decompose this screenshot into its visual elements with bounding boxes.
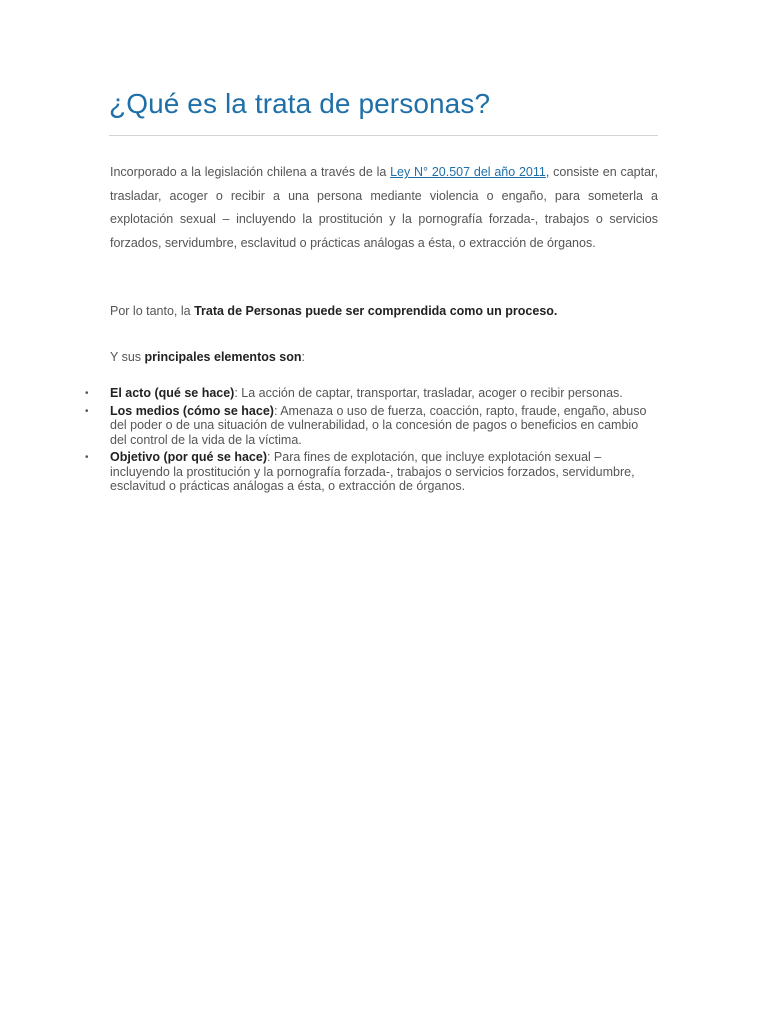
page-title: ¿Qué es la trata de personas?: [109, 88, 491, 119]
list-item-act: [0, 386, 658, 401]
list-item-means: [0, 404, 658, 448]
elements-intro-colon: :: [301, 350, 305, 364]
elements-list: [0, 386, 768, 497]
bullet-icon: •: [85, 452, 89, 463]
intro-text-before-link: Incorporado a la legislación chilena a través de la: [110, 165, 391, 179]
process-bold-text: Trata de Personas puede ser comprendida como un proceso.: [194, 304, 558, 318]
list-item-text: : Para fines de explotación, que incluye explotación sexual – incluyendo la prostitución y la pornografía forzada-, trabajos o servicios forzados, servidumbre, esclavitud o prácticas análogas a ésta, o extracción de órganos.: [110, 450, 635, 493]
bullet-icon: •: [85, 405, 89, 417]
list-item-text: : La acción de captar, transportar, trasladar, acoger o recibir personas.: [234, 386, 623, 400]
bullet-icon: •: [85, 388, 89, 399]
process-paragraph: [110, 300, 557, 322]
list-item-text: : Amenaza o uso de fuerza, coacción, rapto, fraude, engaño, abuso del poder o de una situación de vulnerabilidad, o la concesión de pagos o beneficios en cambio del control de la vida de la víctima.: [110, 403, 647, 447]
elements-intro-paragraph: [110, 346, 305, 368]
elements-intro-bold-text: principales elementos son: [144, 350, 302, 364]
elements-intro-text: Y sus: [110, 350, 145, 364]
list-item-term: Objetivo (por qué se hace): [110, 450, 267, 464]
law-link[interactable]: Ley N° 20.507 del año 2011: [390, 165, 546, 179]
intro-paragraph: [110, 161, 658, 255]
list-item-objective: [0, 450, 658, 494]
title-divider: [109, 135, 658, 136]
list-item-term: Los medios (cómo se hace): [110, 403, 274, 418]
process-text: Por lo tanto, la: [110, 304, 195, 318]
intro-text-after-link: , consiste en captar, trasladar, acoger o recibir a una persona mediante violencia o engaño, para someterla a explotación sexual – incluyendo la prostitución y la pornografía forzada-, trabajos o servicios forzados, servidumbre, esclavitud o prácticas análogas a ésta, o extracción de órganos.: [110, 165, 658, 250]
list-item-term: El acto (qué se hace): [110, 386, 235, 400]
